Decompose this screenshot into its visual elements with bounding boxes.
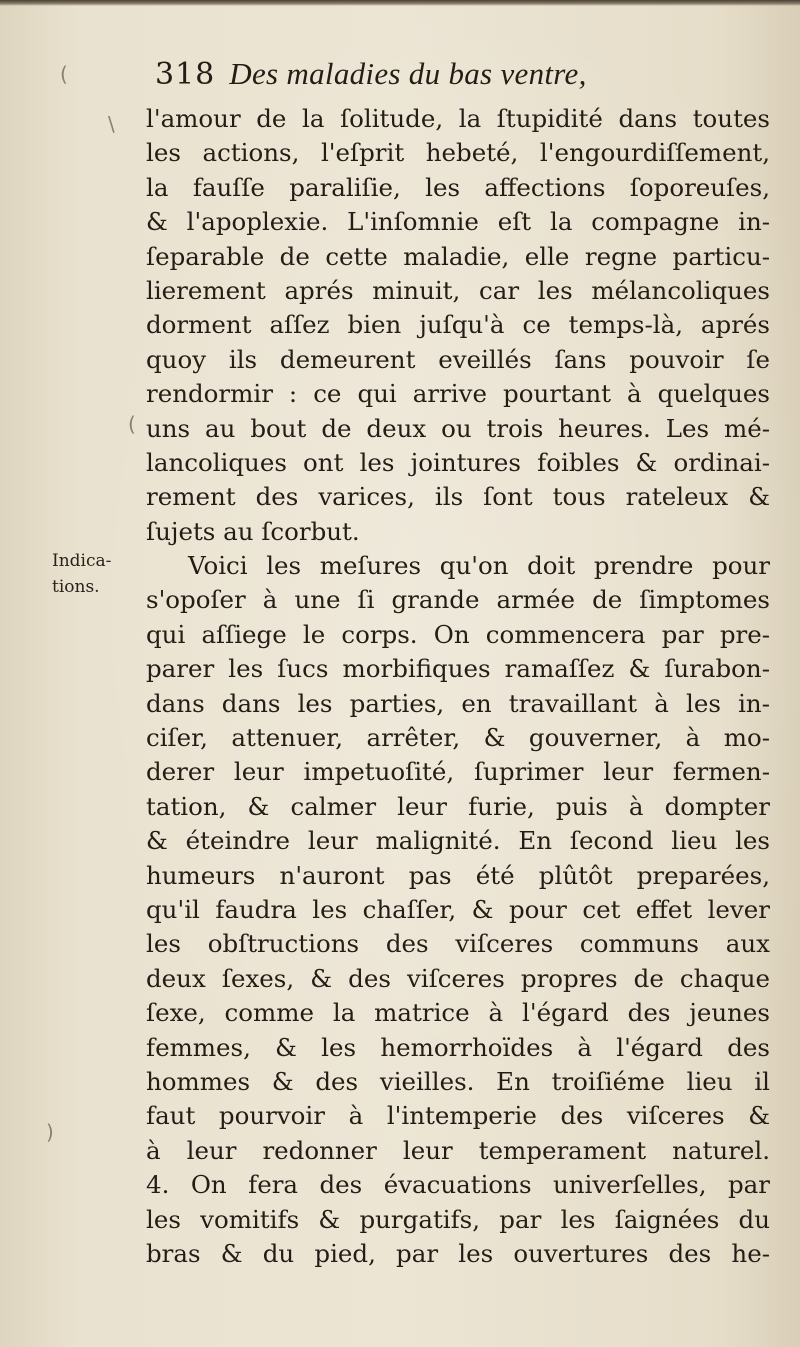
text-line: la fauſſe paraliſie, les affections ſoporeuſes, bbox=[146, 172, 770, 202]
text-line: les obſtructions des viſceres communs aux bbox=[146, 929, 770, 959]
text-line: à leur redonner leur temperament naturel. bbox=[146, 1135, 770, 1165]
text-line: deux ſexes, & des viſceres propres de chaque bbox=[146, 963, 770, 993]
running-head bbox=[155, 56, 675, 100]
text-line: s'opoſer à une ſi grande armée de ſimptomes bbox=[146, 585, 770, 615]
text-line: quoy ils demeurent eveillés ſans pouvoir ſe bbox=[146, 344, 770, 374]
text-line: 4. On fera des évacuations univerſelles, par bbox=[146, 1170, 770, 1200]
margin-note-line: tions. bbox=[52, 577, 100, 597]
text-line: femmes, & les hemorrhoïdes à l'égard des bbox=[146, 1032, 770, 1062]
text-line: les actions, l'eſprit hebeté, l'engourdiſſement, bbox=[146, 138, 770, 168]
margin-note bbox=[52, 548, 111, 600]
body-text bbox=[146, 102, 770, 1271]
text-line: & éteindre leur malignité. En ſecond lieu les bbox=[146, 826, 770, 856]
text-line: l'amour de la ſolitude, la ſtupidité dans toutes bbox=[146, 104, 770, 133]
text-line: Voici les meſures qu'on doit prendre pour bbox=[188, 551, 770, 581]
text-line: hommes & des vieilles. En troiſiéme lieu il bbox=[146, 1066, 770, 1096]
text-line: ſujets au ſcorbut. bbox=[146, 516, 360, 546]
text-line: rendormir : ce qui arrive pourtant à quelques bbox=[146, 379, 770, 409]
text-line: ſexe, comme la matrice à l'égard des jeunes bbox=[146, 998, 770, 1028]
text-line: qu'il faudra les chaſſer, & pour cet effet lever bbox=[146, 894, 770, 924]
text-line: bras & du pied, par les ouvertures des he- bbox=[146, 1238, 770, 1268]
text-line: uns au bout de deux ou trois heures. Les mé- bbox=[146, 413, 770, 443]
text-line: faut pourvoir à l'intemperie des viſceres & bbox=[146, 1101, 770, 1131]
margin-mark: \ bbox=[108, 112, 115, 136]
text-line: dorment aſſez bien juſqu'à ce temps-là, aprés bbox=[146, 310, 770, 340]
text-line: humeurs n'auront pas été plûtôt preparées, bbox=[146, 860, 770, 890]
text-line: les vomitifs & purgatifs, par les ſaignées du bbox=[146, 1204, 770, 1234]
running-title: Des maladies du bas ventre, bbox=[229, 56, 587, 91]
text-line: ciſer, attenuer, arrêter, & gouverner, à mo- bbox=[146, 723, 770, 753]
text-line: lierement aprés minuit, car les mélancoliques bbox=[146, 275, 770, 305]
text-line: lancoliques ont les jointures foibles & ordinai- bbox=[146, 447, 770, 477]
text-line: qui aſſiege le corps. On commencera par pre- bbox=[146, 619, 770, 649]
text-line: tation, & calmer leur furie, puis à dompter bbox=[146, 791, 770, 821]
margin-mark: ( bbox=[128, 412, 136, 436]
page-top-edge bbox=[0, 0, 800, 6]
text-line: rement des varices, ils ſont tous rateleux & bbox=[146, 482, 770, 512]
margin-note-line: Indica- bbox=[52, 551, 112, 571]
margin-mark: ( bbox=[60, 62, 68, 86]
text-line: ſeparable de cette maladie, elle regne particu- bbox=[146, 241, 770, 271]
margin-mark: ) bbox=[46, 1120, 54, 1144]
page-number: 318 bbox=[155, 57, 216, 92]
text-line: dans dans les parties, en travaillant à les in- bbox=[146, 688, 770, 718]
text-line: & l'apoplexie. L'inſomnie eſt la compagne in- bbox=[146, 207, 770, 237]
text-line: parer les ſucs morbifiques ramaſſez & ſurabon- bbox=[146, 654, 770, 684]
text-line: derer leur impetuoſité, ſuprimer leur fermen- bbox=[146, 757, 770, 787]
